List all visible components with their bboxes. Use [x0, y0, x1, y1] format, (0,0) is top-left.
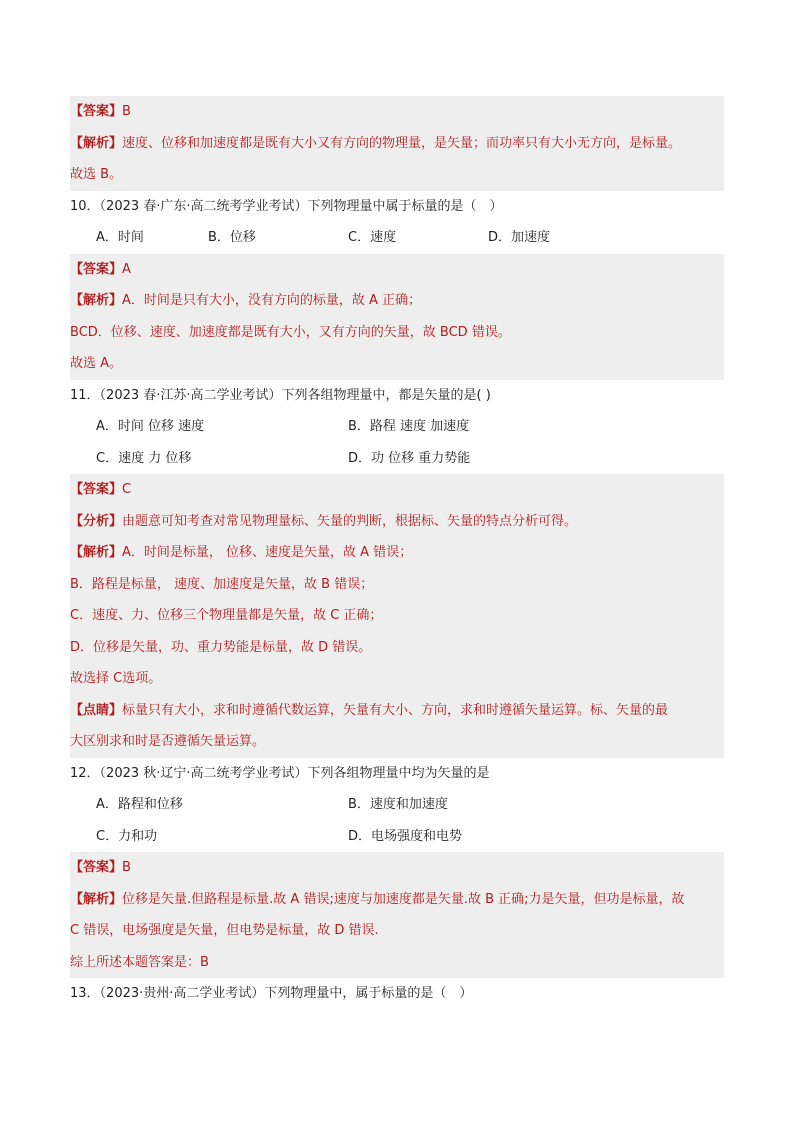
analysis-tag: 【解析】	[70, 135, 123, 151]
question-stem: 下列各组物理量中，都是矢量的是( )	[281, 387, 491, 403]
options-q10	[70, 222, 724, 254]
analysis-line	[70, 884, 724, 916]
question-source: （2023 春·江苏·高二学业考试）	[99, 387, 282, 403]
option-b: B．路程 速度 加速度	[348, 419, 470, 434]
question-source: （2023·贵州·高二学业考试）	[99, 986, 265, 1001]
analysis-line	[70, 285, 724, 317]
question-13	[70, 978, 724, 1010]
option-c: C．速度	[348, 230, 397, 245]
analysis-text-2: C 错误，电场强度是矢量，但电势是标量，故 D 错误.	[70, 923, 379, 938]
analysis-text: A．时间是只有大小，没有方向的标量，故 A 正确；	[122, 293, 422, 308]
options-q12-row2	[70, 821, 724, 853]
conclusion-line: 故选择 C选项。	[70, 671, 162, 686]
option-b: B．位移	[208, 230, 256, 245]
option-b: B．速度和加速度	[348, 797, 448, 812]
options-q11-row1	[70, 411, 724, 443]
answer-block-11	[70, 474, 724, 758]
analysis-text-2: BCD．位移、速度、加速度都是既有大小，又有方向的矢量，故 BCD 错误。	[70, 324, 511, 340]
fenxi-line	[70, 506, 724, 538]
answer-block-12	[70, 852, 724, 978]
analysis-text-2: B．路程是标量， 速度、加速度是矢量，故 B 错误；	[70, 576, 374, 592]
option-d: D．功 位移 重力势能	[348, 450, 471, 466]
worksheet-page	[70, 96, 724, 1010]
answer-tag: 【答案】	[70, 104, 123, 119]
question-source: （2023 秋·辽宁·高二统考学业考试）	[99, 765, 308, 781]
question-number: 10．	[70, 198, 100, 214]
dianjing-tag: 【点睛】	[70, 702, 123, 718]
option-c: C．力和功	[96, 828, 158, 844]
analysis-tag: 【解析】	[70, 891, 123, 907]
option-c: C．速度 力 位移	[96, 450, 192, 466]
options-q12-row1	[70, 789, 724, 821]
answer-value: B	[122, 860, 131, 875]
dianjing-text-2: 大区别求和时是否遵循矢量运算。	[70, 734, 266, 749]
option-d: D．电场强度和电势	[348, 828, 463, 844]
analysis-text-4: D．位移是矢量，功、重力势能是标量，故 D 错误。	[70, 639, 372, 655]
answer-tag: 【答案】	[70, 482, 123, 497]
option-a: A．时间	[96, 230, 144, 245]
answer-value: B	[122, 104, 131, 119]
answer-value: C	[122, 482, 132, 497]
question-stem: 下列物理量中，属于标量的是（ ）	[264, 986, 473, 1001]
question-number: 13．	[70, 986, 100, 1001]
question-number: 11．	[70, 387, 100, 403]
conclusion-line: 综上所述本题答案是：B	[70, 954, 209, 970]
answer-tag: 【答案】	[70, 261, 123, 277]
answer-block-10	[70, 254, 724, 380]
answer-line	[70, 96, 724, 128]
answer-tag: 【答案】	[70, 860, 123, 875]
options-q11-row2	[70, 443, 724, 475]
analysis-text: 速度、位移和加速度都是既有大小又有方向的物理量，是矢量；而功率只有大小无方向，是标量。	[122, 135, 682, 151]
answer-value: A	[122, 261, 131, 277]
answer-line	[70, 474, 724, 506]
option-a: A．路程和位移	[96, 797, 183, 812]
analysis-line	[70, 537, 724, 569]
analysis-line	[70, 128, 724, 160]
question-source: （2023 春·广东·高二统考学业考试）	[99, 198, 308, 214]
analysis-tag: 【解析】	[70, 293, 123, 308]
answer-line	[70, 852, 724, 884]
conclusion-line: 故选 B。	[70, 167, 123, 182]
dianjing-line	[70, 695, 724, 727]
question-11	[70, 380, 724, 412]
question-stem: 下列物理量中属于标量的是（ ）	[307, 198, 503, 214]
question-stem: 下列各组物理量中均为矢量的是	[307, 765, 490, 781]
analysis-text: A．时间是标量， 位移、速度是矢量，故 A 错误；	[122, 545, 413, 560]
option-d: D．加速度	[488, 230, 551, 245]
analysis-text: 位移是矢量.但路程是标量.故 A 错误;速度与加速度都是矢量.故 B 正确;力是矢量，但功是标量，故	[122, 891, 685, 907]
question-number: 12．	[70, 765, 100, 781]
conclusion-line: 故选 A。	[70, 356, 123, 371]
option-a: A．时间 位移 速度	[96, 419, 205, 434]
dianjing-text: 标量只有大小，求和时遵循代数运算，矢量有大小、方向，求和时遵循矢量运算。标、矢量的最	[122, 702, 669, 718]
answer-block-9	[70, 96, 724, 191]
question-12	[70, 758, 724, 790]
fenxi-tag: 【分析】	[70, 513, 123, 529]
question-10	[70, 191, 724, 223]
analysis-tag: 【解析】	[70, 545, 123, 560]
answer-line	[70, 254, 724, 286]
fenxi-text: 由题意可知考查对常见物理量标、矢量的判断，根据标、矢量的特点分析可得。	[122, 513, 578, 529]
analysis-text-3: C．速度、力、位移三个物理量都是矢量，故 C 正确；	[70, 608, 383, 623]
